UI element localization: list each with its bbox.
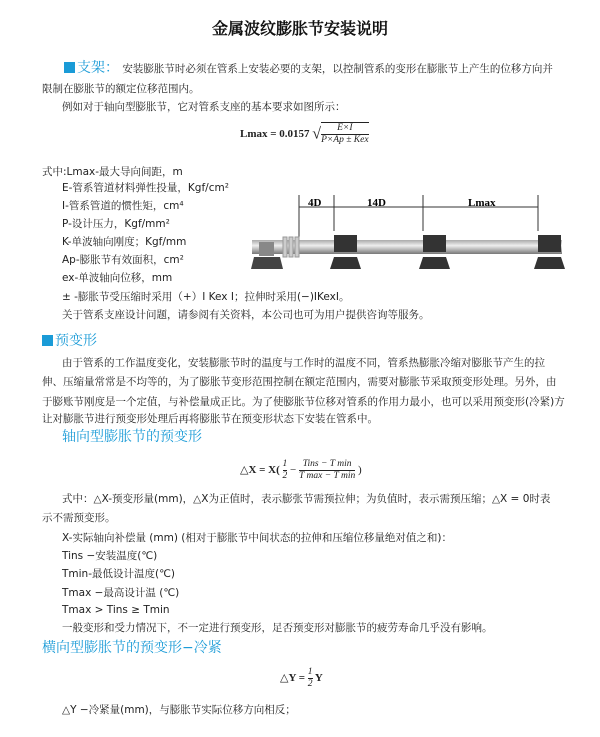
support-heading — [64, 60, 119, 76]
formula-denominator: P×Ap ± Kex — [321, 135, 369, 146]
lmax-formula: Lmax = 0.0157 √ $\frac{E\times I}{\text{P×Ap ± Kex}}$ — [240, 123, 369, 146]
text-line: 关于管系支座设计问题，请参阅有关资料，本公司也可为用户提供咨询等服务。 — [62, 309, 430, 321]
text-line: ± -膨胀节受压缩时采用（+）I Kex I；拉伸时采用(−)IKexI。 — [62, 291, 350, 303]
page-title: 金属波纹膨胀节安装说明 — [211, 19, 388, 38]
half-num: 1 — [307, 666, 313, 677]
square-bullet-icon — [42, 335, 53, 346]
lateral-formula — [280, 666, 323, 690]
label-lmax: Lmax — [468, 197, 496, 209]
support-heading-text: 支架： — [77, 60, 119, 76]
axial-formula — [240, 458, 362, 482]
text-line: Tmax −最高设计温 (℃) — [62, 587, 180, 599]
text-line: Ap-膨胀节有效面积，cm² — [62, 254, 184, 266]
dimension-lines — [299, 195, 538, 237]
text-line: 伸、压缩量常常是不均等的，为了膨胀节变形范围控制在额定范围内，需要对膨胀节采取预变形处理。另外，由 — [42, 376, 557, 388]
axial-lhs: △X = X( — [240, 464, 280, 476]
bellows-icon — [283, 237, 299, 257]
label-14d: 14D — [367, 197, 386, 209]
anchor-base — [251, 257, 283, 269]
axial-numerator: Tins − T min — [299, 459, 355, 471]
text-line: X-实际轴向补偿量 (mm) (相对于膨胀节中间状态的拉伸和压缩位移量绝对值之和)： — [62, 532, 452, 544]
text-line: I-管系管道的惯性矩，cm⁴ — [62, 200, 184, 212]
lateral-lhs: △Y = — [280, 672, 306, 684]
lateral-definition: △Y −冷紧量(mm)，与膨胀节实际位移方向相反； — [62, 704, 296, 716]
text-line: 让对膨胀节进行预变形处理后再将膨胀节在预变形状态下安装在管系中。 — [42, 413, 378, 425]
text-line: ex-单波轴向位移，mm — [62, 272, 173, 284]
axial-heading: 轴向型膨胀节的预变形 — [62, 429, 202, 445]
formula-numerator: E×I — [321, 123, 369, 135]
fixed-anchor — [259, 242, 274, 256]
text-line: Tins −安装温度(℃) — [62, 550, 158, 562]
support-line-3: 例如对于轴向型膨胀节，它对管系支座的基本要求如图所示： — [62, 101, 346, 113]
square-bullet-icon — [64, 62, 75, 73]
label-4d: 4D — [308, 197, 322, 209]
text-line: 式中:Lmax-最大导向间距，m — [42, 166, 183, 178]
text-line: 由于管系的工作温度变化，安装膨胀节时的温度与工作时的温度不同，管系热膨胀冷缩对膨胀节产生的拉 — [62, 357, 545, 369]
half-num: 1 — [282, 458, 288, 469]
support-text: 安装膨胀节时必须在管系上安装必要的支架，以控制管系的变形在膨胀节上产生的位移方向并 — [122, 63, 553, 75]
support-line-2: 限制在膨胀节的额定位移范围内。 — [42, 83, 200, 95]
text-line: 于膨账节刚度是一个定值，与补偿量成正比。为了使膨胀节位移对管系的作用力最小，也可以采用预变形(冷紧)方 — [42, 396, 565, 408]
text-line: E-管系管道材料弹性投量，Kgf/cm² — [62, 182, 229, 194]
support-line-1 — [64, 61, 553, 76]
minus-sign: − — [290, 464, 297, 476]
formula-lhs: Lmax = 0.0157 — [240, 128, 310, 140]
axial-denominator: T max − T min — [299, 470, 356, 481]
text-line: Tmax > Tins ≥ Tmin — [62, 604, 170, 616]
predeform-heading — [42, 334, 97, 348]
lateral-rhs: Y — [314, 672, 323, 684]
half-den: 2 — [282, 470, 288, 481]
text-line: P-设计压力，Kgf/mm² — [62, 218, 170, 230]
text-line: 一般变形和受力情况下，不一定进行预变形，足否预变形对膨胀节的疲劳寿命几乎没有影响。 — [62, 622, 493, 634]
lateral-heading: 横向型膨胀节的预变形−冷紧 — [42, 640, 222, 656]
text-line: 式中：△X-预变形量(mm)，△X为正值时，表示膨张节需预拉伸；为负值时，表示需预压缩；△X = 0时表 — [62, 493, 551, 505]
predeform-heading-text: 预变形 — [55, 333, 97, 349]
text-line: K-单波轴向刚度；Kgf/mm — [62, 236, 187, 248]
text-line: Tmin-最低设计温度(℃) — [62, 568, 175, 580]
half-den: 2 — [307, 678, 313, 689]
axial-rhs: ) — [357, 464, 362, 476]
support-spacing-diagram — [240, 195, 570, 270]
text-line: 示不需预变形。 — [42, 512, 116, 524]
